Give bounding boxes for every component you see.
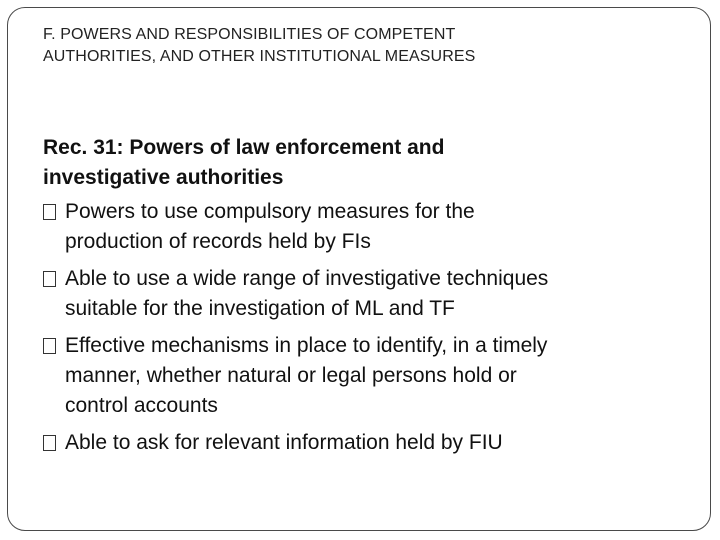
bullet-box-icon [43,338,56,354]
bullet-box-icon [43,204,56,220]
bullet-text: Able to use a wide range of investigative techniques [65,267,549,290]
bullet-line: manner, whether natural or legal persons hold or [65,364,517,387]
header-line-1: F. POWERS AND RESPONSIBILITIES OF COMPETENT [43,26,456,43]
bullet-item [43,197,693,257]
slide-content [43,133,693,458]
bullet-item [43,264,693,324]
bullet-line: production of records held by FIs [65,230,371,253]
header-line-2: AUTHORITIES, AND OTHER INSTITUTIONAL MEASURES [43,48,476,65]
bullet-text: Able to ask for relevant information held by FIU [65,431,503,454]
bullet-line: suitable for the investigation of ML and TF [65,297,455,320]
bullet-line [43,264,693,294]
bullet-item [43,331,693,421]
heading-line-2: investigative authorities [43,166,284,189]
bullet-text: Effective mechanisms in place to identify, in a timely [65,334,548,357]
bullet-box-icon [43,271,56,287]
bullet-line [43,428,693,458]
bullet-text: Powers to use compulsory measures for the [65,200,475,223]
bullet-box-icon [43,435,56,451]
section-heading [43,133,693,193]
slide-header [43,24,683,68]
bullet-line [43,331,693,361]
bullet-list [43,197,693,458]
bullet-line: control accounts [65,394,218,417]
bullet-item [43,428,693,458]
bullet-line [43,197,693,227]
heading-line-1: Rec. 31: Powers of law enforcement and [43,136,445,159]
